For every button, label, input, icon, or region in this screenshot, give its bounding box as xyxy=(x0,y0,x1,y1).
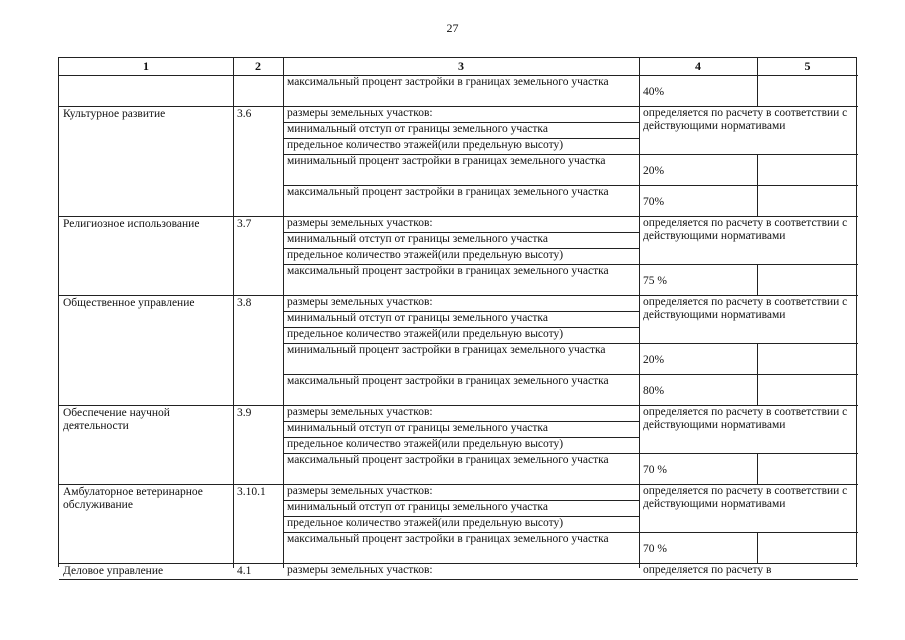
requirement-text: минимальный отступ от границы земельного участка xyxy=(287,233,548,245)
requirement-text: максимальный процент застройки в границах земельного участка xyxy=(287,533,609,545)
value-note: определяется по расчету в xyxy=(643,564,772,576)
land-use-name: Общественное управление xyxy=(63,297,195,309)
land-use-name: Амбулаторное ветеринарное обслуживание xyxy=(63,486,203,511)
land-use-name: Деловое управление xyxy=(63,565,164,577)
requirement-text: максимальный процент застройки в границах земельного участка xyxy=(287,265,609,277)
column-border xyxy=(639,58,640,568)
requirement-text: размеры земельных участков: xyxy=(287,406,433,418)
requirement-value: 70 % xyxy=(643,543,667,555)
value-note: определяется по расчету в соответствии с действующими нормативами xyxy=(643,406,848,431)
land-use-name: Культурное развитие xyxy=(63,108,166,120)
column-border xyxy=(283,58,284,568)
column-border xyxy=(757,185,758,216)
value-note: определяется по расчету в соответствии с действующими нормативами xyxy=(643,107,848,132)
regulations-table xyxy=(58,57,857,577)
requirement-text: максимальный процент застройки в границах земельного участка xyxy=(287,454,609,466)
column-border xyxy=(757,374,758,405)
column-header-4: 4 xyxy=(695,59,701,73)
requirement-text: размеры земельных участков: xyxy=(287,107,433,119)
column-header-1: 1 xyxy=(143,59,149,73)
column-header-5: 5 xyxy=(804,59,811,73)
requirement-text: предельное количество этажей(или предельную высоту) xyxy=(287,438,564,450)
requirement-text: предельное количество этажей(или предельную высоту) xyxy=(287,249,564,261)
requirement-text: размеры земельных участков: xyxy=(287,564,433,576)
page-number: 27 xyxy=(446,21,459,35)
requirement-text: минимальный отступ от границы земельного участка xyxy=(287,312,548,324)
column-border xyxy=(233,58,234,568)
requirement-value: 20% xyxy=(643,354,665,366)
value-note: определяется по расчету в соответствии с действующими нормативами xyxy=(643,485,848,510)
value-note: определяется по расчету в соответствии с действующими нормативами xyxy=(643,296,848,321)
column-header-3: 3 xyxy=(458,59,464,73)
column-border xyxy=(757,75,758,106)
requirement-text: предельное количество этажей(или предельную высоту) xyxy=(287,328,564,340)
column-border xyxy=(757,532,758,563)
requirement-text: минимальный отступ от границы земельного участка xyxy=(287,123,548,135)
land-use-name: Обеспечение научной деятельности xyxy=(63,407,170,432)
requirement-value: 70% xyxy=(643,196,665,208)
requirement-text: минимальный процент застройки в границах земельного участка xyxy=(287,344,606,356)
requirement-text: предельное количество этажей(или предельную высоту) xyxy=(287,517,564,529)
column-border xyxy=(757,58,758,75)
requirement-text: предельное количество этажей(или предельную высоту) xyxy=(287,139,564,151)
land-use-code: 3.6 xyxy=(237,108,252,120)
land-use-name: Религиозное использование xyxy=(63,218,200,230)
land-use-code: 3.8 xyxy=(237,297,252,309)
requirement-text: максимальный процент застройки в границах земельного участка xyxy=(287,76,609,88)
column-border xyxy=(757,264,758,295)
requirement-text: размеры земельных участков: xyxy=(287,217,433,229)
requirement-value: 70 % xyxy=(643,464,667,476)
column-header-2: 2 xyxy=(255,59,261,73)
land-use-code: 3.9 xyxy=(237,407,252,419)
column-border xyxy=(757,343,758,374)
requirement-text: минимальный процент застройки в границах земельного участка xyxy=(287,155,606,167)
requirement-text: минимальный отступ от границы земельного участка xyxy=(287,501,548,513)
land-use-code: 3.10.1 xyxy=(237,486,266,498)
requirement-value: 75 % xyxy=(643,275,667,287)
land-use-code: 3.7 xyxy=(237,218,252,230)
requirement-text: размеры земельных участков: xyxy=(287,296,433,308)
requirement-text: максимальный процент застройки в границах земельного участка xyxy=(287,186,609,198)
value-note: определяется по расчету в соответствии с действующими нормативами xyxy=(643,217,848,242)
requirement-text: минимальный отступ от границы земельного участка xyxy=(287,422,548,434)
requirement-text: максимальный процент застройки в границах земельного участка xyxy=(287,375,609,387)
requirement-value: 40% xyxy=(643,86,665,98)
land-use-code: 4.1 xyxy=(237,565,252,577)
column-border xyxy=(757,453,758,484)
requirement-text: размеры земельных участков: xyxy=(287,485,433,497)
row-border xyxy=(59,579,858,580)
column-border xyxy=(757,154,758,185)
requirement-value: 80% xyxy=(643,385,665,397)
requirement-value: 20% xyxy=(643,165,665,177)
